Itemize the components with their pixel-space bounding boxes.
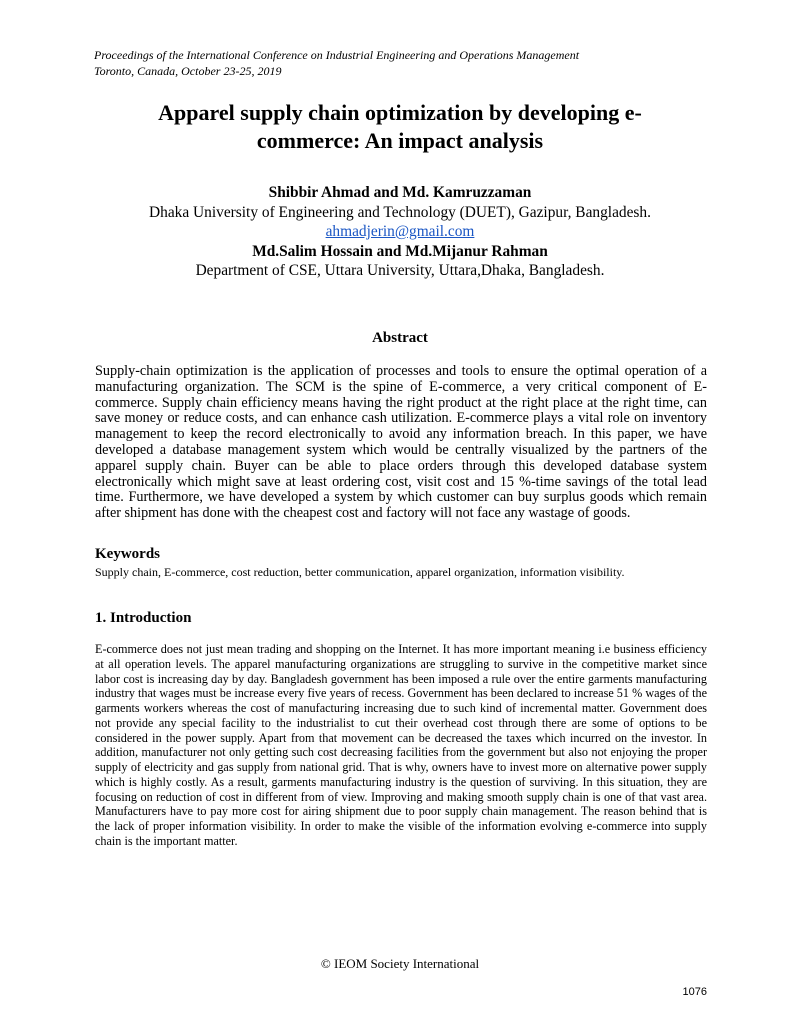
copyright-footer: © IEOM Society International	[320, 956, 480, 971]
keywords-heading: Keywords	[95, 546, 160, 562]
author-names-1: Shibbir Ahmad and Md. Kamruzzaman	[268, 184, 532, 201]
author-affiliation-2: Department of CSE, Uttara University, Uttara,Dhaka, Bangladesh.	[195, 262, 605, 279]
proceedings-title: Proceedings of the International Conference on Industrial Engineering and Operations Management	[94, 48, 580, 62]
author-block	[100, 183, 700, 281]
proceedings-header	[94, 47, 714, 79]
abstract-heading: Abstract	[372, 330, 428, 346]
author-names-2: Md.Salim Hossain and Md.Mijanur Rahman	[252, 242, 548, 260]
paper-title	[100, 99, 700, 155]
introduction-heading: 1. Introduction	[95, 610, 192, 626]
paper-title-line-2: commerce: An impact analysis	[256, 128, 544, 153]
paper-title-line-1: Apparel supply chain optimization by developing e-	[158, 100, 642, 125]
author-affiliation-1: Dhaka University of Engineering and Technology (DUET), Gazipur, Bangladesh.	[149, 203, 651, 221]
introduction-text: E-commerce does not just mean trading and shopping on the Internet. It has more important meaning i.e business efficiency at all operation levels. The apparel manufacturing organizations are struggling to survive in the competitive market since labor cost is increasing day by day. Bangladesh government has been imposed a rule over the entire garments manufacturing industry that wages must be increase every five years of recess. Government has been declared to increase 51 % wages of the garments workers whereas the cost of manufacturing increasing due to such kind of incremental matter. Government does not provide any special facility to the industrialist to cut their overhead cost through there are some of options to be considered in the power supply. Apart from that movement can be decreased the taxes which incurred on the investor. In addition, manufacturer not only getting such cost decreasing facilities from the government but also not enjoying the proper supply of electricity and gas supply from national grid. That is why, owners have to invest more on alternative power supply which is highly costly. As a result, garments manufacturing industry is the question of surviving. In this situation, they are focusing on reduction of cost in different from of view. Improving and making smooth supply chain is one of that vast area. Manufacturers have to pay more cost for airing shipment due to poor supply chain management. The reason behind that is the lack of proper information visibility. In order to make the visible of the information evolving e-commerce into supply chain is the important matter.	[95, 642, 707, 848]
author-email-link[interactable]: ahmadjerin@gmail.com	[325, 223, 475, 240]
proceedings-location: Toronto, Canada, October 23-25, 2019	[94, 64, 282, 78]
abstract-text: Supply-chain optimization is the application of processes and tools to ensure the optimal operation of a manufacturing organization. The SCM is the spine of E-commerce, a very critical component of E-commerce. Supply chain efficiency means having the right product at the right place at the right time, can save money or reduce costs, and can enhance cash utilization. E-commerce plays a vital role on inventory management to keep the record electronically to avoid any information breach. In this paper, we have developed a database management system which would be centrally visualized by the partners of the apparel supply chain. Buyer can be able to place orders through this developed database system electronically which might save at least ordering cost, visit cost and 15 %-time savings of the total lead time. Furthermore, we have developed a system by which customer can buy surplus goods which remain after shipment has done with the cheapest cost and factory will not face any wastage of goods.	[95, 363, 707, 522]
page-number: 1076	[682, 986, 707, 998]
keywords-text: Supply chain, E-commerce, cost reduction, better communication, apparel organization, information visibility.	[95, 565, 625, 579]
